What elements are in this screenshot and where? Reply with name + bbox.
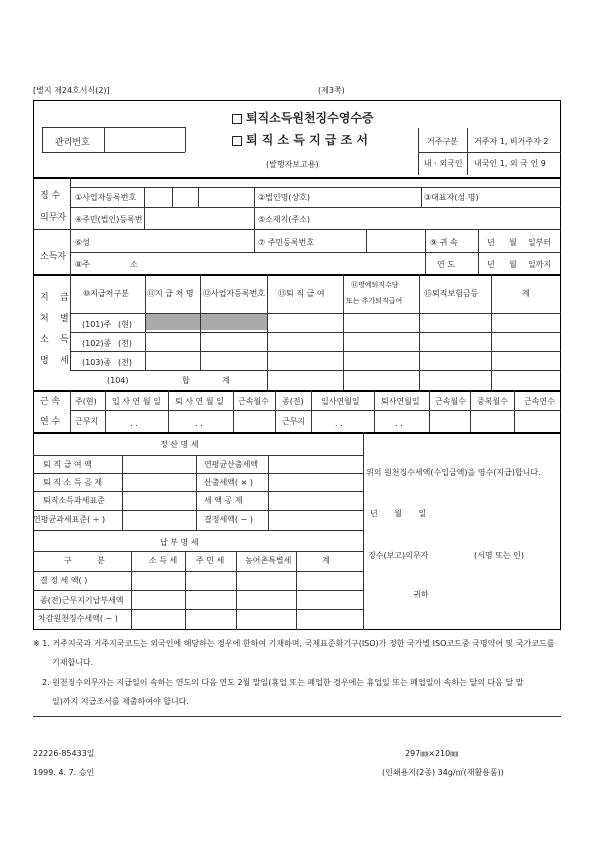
page-number: (제3쪽): [318, 86, 345, 95]
sum-row-no: (104): [107, 376, 129, 385]
col-insurance: ⑮퇴직보험금등: [424, 289, 479, 298]
row-label: (103)종: [82, 358, 112, 367]
payer-field-addr: ⑤소재지(주소): [258, 215, 311, 224]
row-label: (102)종: [82, 339, 112, 348]
side-label: 별: [60, 314, 69, 324]
nationality-label: 내 · 외국인: [424, 159, 463, 168]
payer-field-regno: ④주민(법인)등록번: [75, 215, 143, 224]
earner-name-field: ⑥성: [75, 238, 90, 247]
month-label: 월: [509, 238, 517, 247]
receipt-date: 년 월 일: [370, 509, 427, 518]
col-leave-date: 퇴 사 연 월 일: [175, 397, 224, 406]
residence-value: 거주자 1, 비거주자 2: [474, 137, 549, 146]
col-months-prev: 근속월수: [435, 397, 466, 406]
payment-row: 결 정 세 액( ): [40, 576, 88, 585]
col-bizno: ⑫사업자등록번호: [203, 289, 266, 298]
col-join-date-prev: 입사연월일: [321, 397, 360, 406]
payment-title: 납 부 명 세: [160, 538, 199, 547]
attribution-label-2: 연 도: [437, 260, 455, 269]
col-payer-type: ⑩지급처구분: [83, 289, 129, 298]
date-dots: . .: [395, 419, 403, 428]
payment-row: 차감원천징수세액( − ): [38, 614, 118, 623]
settlement-left: 퇴 직 소 득 공 제: [43, 478, 103, 487]
side-label: 소: [40, 335, 49, 345]
earner-addr-field-b: 소: [130, 260, 138, 269]
from-label: 일부터: [528, 238, 552, 247]
settlement-left: 연평균과세표준( ÷ ): [33, 515, 106, 524]
date-dots: . .: [335, 419, 343, 428]
payment-col-special-tax: 농어촌특별세: [245, 556, 292, 565]
settlement-left: 퇴 직 급 여 액: [43, 460, 92, 469]
side-label: 처: [40, 314, 49, 324]
current-employer-label-b: 근무지: [75, 417, 99, 426]
residence-label: 거주구분: [427, 137, 458, 146]
receipt-sign-note: (서명 또는 인): [474, 551, 524, 560]
payment-col-total: 계: [322, 556, 330, 565]
payment-col-resident-tax: 주 민 세: [196, 556, 225, 565]
payment-col-type-b: 분: [97, 556, 105, 565]
prev-employer-label: 종(전): [282, 397, 304, 406]
col-service-years: 근속연수: [524, 397, 555, 406]
note-2: 2. 원천징수의무자는 지급일이 속하는 연도의 다음 연도 2월 말일(휴업 또는 폐업한 경우에는 휴업일 또는 폐업일이 속하는 달의 다음 달 말: [42, 678, 524, 687]
shaded-cell: [145, 313, 267, 330]
footer-size: 297㎜×210㎜: [405, 749, 459, 758]
col-honor-2: 또는 추가퇴직급여: [346, 297, 403, 305]
row-label: (전): [118, 339, 132, 348]
side-label: 명: [40, 356, 49, 366]
current-employer-label: 주(현): [75, 397, 97, 406]
subtitle: (발행자보고용): [266, 160, 319, 169]
earner-addr-field: ⑧주: [75, 260, 90, 269]
service-label-2: 연 수: [40, 417, 61, 427]
col-months: 근속월수: [238, 397, 269, 406]
footer-approval: 1999. 4. 7. 승인: [33, 768, 95, 777]
footer-paper: (인쇄용지(2종) 34g/㎡(재활용품)): [382, 768, 504, 777]
settlement-right: 결정세액( − ): [204, 515, 253, 524]
month-label: 월: [509, 260, 517, 269]
side-label: 득: [60, 335, 69, 345]
payer-field-bizno: ①사업자등록번호: [75, 193, 137, 202]
year-label: 년: [487, 260, 495, 269]
side-label: 세: [60, 356, 69, 366]
year-label: 년: [487, 238, 495, 247]
col-retire-pay: ⑬퇴 직 급 여: [278, 289, 325, 298]
note-1: ※ 1. 거주지국과 거주지국코드는 외국인에 해당하는 경우에 한하여 기재하며, 국제표준화기구(ISO)가 정한 국가별 ISO코드중 국명약어 및 국가코드를: [33, 639, 555, 648]
settlement-right: 연평균산출세액: [204, 460, 259, 469]
col-overlap-months: 중복월수: [477, 397, 508, 406]
receipt-text: 위의 원천징수세액(수입금액)을 영수(지급)합니다.: [366, 468, 541, 477]
form-number: [별지 제24호서식(2)]: [33, 86, 110, 95]
prev-employer-label-b: 근무지: [282, 417, 306, 426]
title-receipt: 퇴직소득원천징수영수증: [232, 112, 374, 124]
side-label: 급: [60, 293, 69, 303]
payment-col-type: 구: [64, 556, 72, 565]
earner-label: 소득자: [40, 252, 67, 262]
settlement-title: 정 산 명 세: [160, 440, 199, 449]
sum-label: 합: [182, 376, 190, 385]
note-1-cont: 기재합니다.: [52, 658, 94, 667]
receipt-to: 귀하: [413, 590, 429, 599]
payment-col-income-tax: 소 득 세: [149, 556, 178, 565]
settlement-right: 세 액 공 제: [204, 496, 243, 505]
payment-row: 종(전)근무지기납부세액: [40, 596, 124, 605]
mgmt-no-label: 관리번호: [55, 138, 90, 148]
settlement-right: 산출세액( × ): [204, 478, 253, 487]
note-2-cont: 일)까지 지급조서를 제출하여야 합니다.: [52, 697, 189, 706]
row-label: (현): [118, 320, 132, 329]
nationality-value: 내국인 1, 외 국 인 9: [474, 159, 546, 168]
payer-field-name: ②법인명(상호): [258, 193, 311, 202]
payer-field-rep: ③대표자(성 명): [424, 193, 479, 202]
checkbox-icon[interactable]: [232, 114, 242, 124]
payer-label-1: 징 수: [40, 191, 61, 201]
service-label-1: 근 속: [40, 397, 61, 407]
side-label: 지: [40, 293, 49, 303]
row-label: (전): [118, 358, 132, 367]
col-payer-name: ⑪지 급 처 명: [147, 289, 194, 298]
receipt-signer: 징수(보고)의무자: [368, 551, 429, 560]
footer-code: 22226-85433일: [33, 749, 95, 758]
attribution-label-1: ⑨ 귀 속: [430, 238, 458, 247]
payer-label-2: 의무자: [40, 213, 67, 223]
col-join-date: 입 사 연 월 일: [112, 397, 161, 406]
sum-label: 계: [222, 376, 230, 385]
settlement-left: 퇴직소득과세표준: [43, 496, 105, 505]
date-dots: . .: [195, 419, 203, 428]
earner-regno-field: ⑦ 주민등록번호: [258, 238, 315, 247]
row-label: (101)주: [82, 320, 112, 329]
col-leave-date-prev: 퇴사연월일: [381, 397, 420, 406]
col-honor-1: ⑭명예퇴직수당: [351, 281, 399, 289]
date-dots: . .: [130, 419, 138, 428]
title-statement: 퇴 직 소 득 지 급 조 서: [232, 134, 368, 146]
checkbox-icon[interactable]: [232, 136, 242, 146]
col-total: 계: [522, 289, 530, 298]
to-label: 일까지: [528, 260, 552, 269]
